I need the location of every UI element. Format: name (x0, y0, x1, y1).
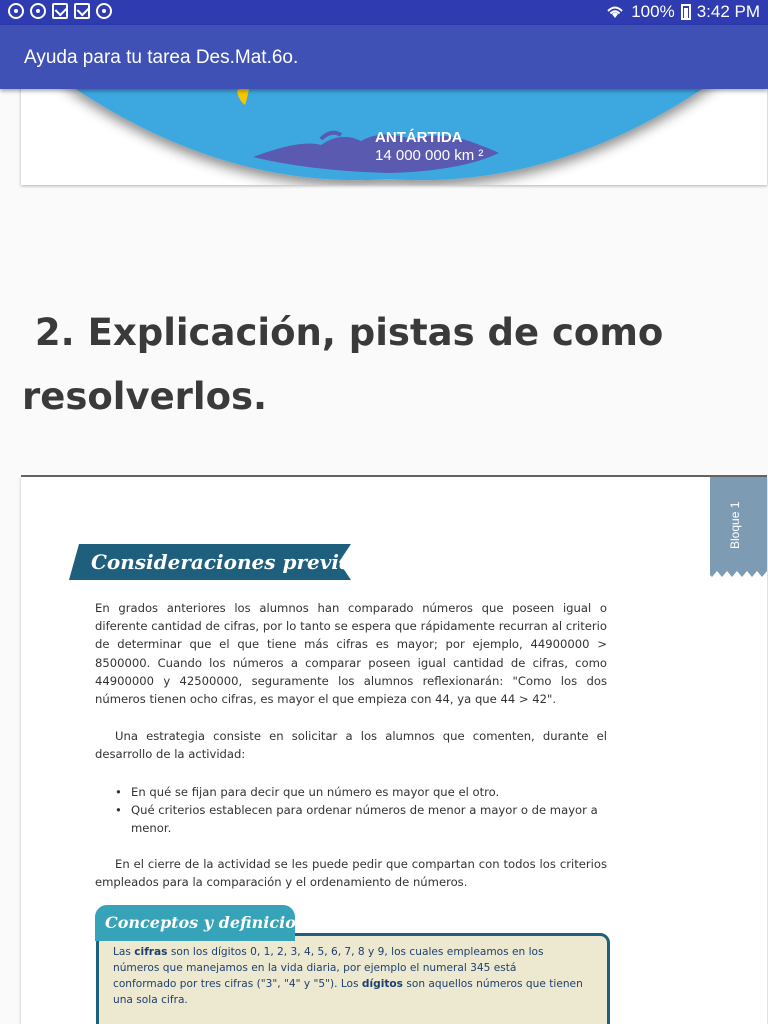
notification-icons (8, 3, 112, 19)
bullet-item: • En qué se fijan para decir que un número es mayor que el otro. (115, 783, 607, 801)
clock: 3:42 PM (696, 2, 760, 21)
bloque-tab (710, 477, 767, 571)
map-label-area: 14 000 000 km ² (375, 147, 484, 164)
battery-icon (681, 4, 691, 20)
app-bar (0, 25, 768, 89)
sync-icon (30, 3, 46, 19)
heading-line-1: 2. Explicación, pistas de como (22, 311, 664, 354)
battery-percent: 100% (631, 2, 675, 21)
section-heading (22, 301, 722, 429)
mail-icon (52, 3, 68, 19)
mail-icon (74, 3, 90, 19)
sync-icon (8, 3, 24, 19)
bloque-label: Bloque 1 (728, 501, 742, 549)
paragraph-2: Una estrategia consiste en solicitar a los alumnos que comenten, durante el desarrollo de la actividad: (95, 729, 607, 762)
concepts-text-post: son aquellos números que tienen una sola cifra. (113, 978, 583, 1006)
paragraph-1: En grados anteriores los alumnos han comparado números que poseen igual o diferente cantidad de cifras, por lo tanto se espera que rápidamente recurran al criterio de determinar que el que tiene más cifras es mayor; por ejemplo, 44900000 > 8500000. Cuando los números a comparar poseen igual cantidad de cifras, como 44900000 y 42500000, seguramente los alumnos reflexionarán: "Como los dos números tienen ocho cifras, es mayor el que empieza con 44, ya que 44 > 42". (95, 601, 607, 707)
alert-icon (96, 3, 112, 19)
bullet-item: • Qué criterios establecen para ordenar números de menor a mayor o de mayor a menor. (115, 801, 607, 837)
paragraph-3: En el cierre de la actividad se les puede pedir que compartan con todos los criterios empleados para la comparación y el ordenamiento de números. (95, 857, 607, 890)
status-bar (0, 0, 768, 25)
concepts-text-mid: son los dígitos 0, 1, 2, 3, 4, 5, 6, 7, 8 y 9, los cuales empleamos en los números que manejamos en la vida diaria, por ejemplo el numeral 345 está conformado por tres cifras ("3", "4" y "5"). Los (113, 946, 544, 990)
banner-title: Consideraciones previas (91, 550, 364, 574)
heading-line-2: resolverlos. (22, 375, 268, 418)
concepts-term-cifras: cifras (134, 946, 168, 958)
book-page-card (21, 477, 767, 1024)
concepts-text-pre: Las (113, 946, 135, 958)
map-label-name: ANTÁRTIDA (375, 129, 463, 146)
map-image-card (21, 89, 767, 185)
concepts-text (113, 944, 583, 1008)
app-title: Ayuda para tu tarea Des.Mat.6o. (24, 47, 299, 68)
concepts-term-digitos: dígitos (361, 978, 403, 990)
bullet-list (115, 783, 607, 838)
status-right (605, 2, 760, 22)
zigzag-edge-icon (710, 569, 767, 579)
content-scroll[interactable] (0, 89, 768, 1024)
wifi-icon (605, 4, 625, 20)
concepts-title: Conceptos y definiciones (105, 913, 327, 932)
